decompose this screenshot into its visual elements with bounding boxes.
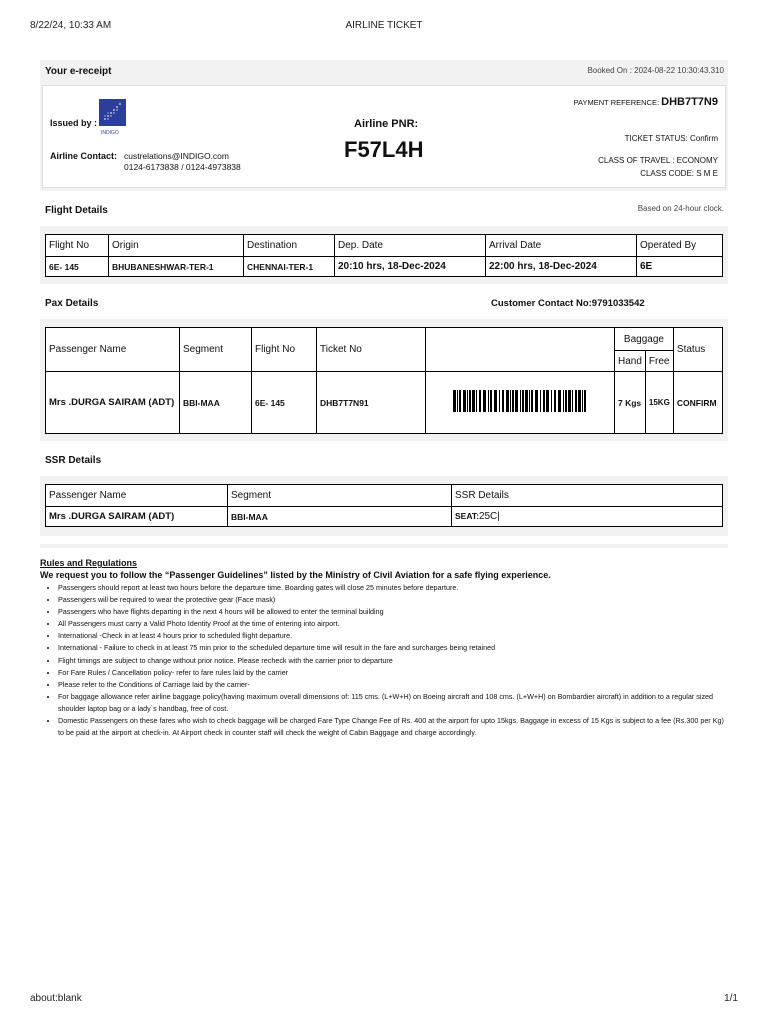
col-free: Free: [645, 351, 673, 372]
rule-item: • Flight timings are subject to change without prior notice. Please recheck with the carrier prior to departure: [58, 655, 730, 667]
col-segment: Segment: [228, 485, 452, 507]
receipt-title: Your e-receipt: [45, 66, 112, 77]
rule-item: • Please refer to the Conditions of Carriage laid by the carrier-: [58, 679, 730, 691]
print-url: about:blank: [30, 993, 82, 1004]
col-dep-date: Dep. Date: [335, 235, 486, 257]
col-status: Status: [673, 328, 722, 372]
class-of-travel: CLASS OF TRAVEL : ECONOMY: [598, 156, 718, 165]
origin-value: BHUBANESHWAR-TER-1: [109, 257, 244, 277]
ssr-name-value: Mrs .DURGA SAIRAM (ADT): [46, 507, 228, 527]
ticket-status: TICKET STATUS: Confirm: [624, 134, 718, 143]
indigo-logo-text: INDIGO: [101, 130, 119, 136]
flight-table: [45, 234, 723, 277]
payment-reference-value: DHB7T7N9: [661, 96, 718, 108]
rules-section: [40, 557, 730, 739]
contact-email: custrelations@INDIGO.com: [124, 151, 229, 161]
col-destination: Destination: [244, 235, 335, 257]
col-passenger-name: Passenger Name: [46, 328, 180, 372]
pax-table: [45, 327, 723, 434]
table-row: [46, 372, 723, 434]
text-cursor: |: [497, 511, 500, 522]
booked-on: Booked On : 2024-08-22 10:30:43.310: [587, 66, 724, 75]
operated-by-value: 6E: [637, 257, 723, 277]
col-baggage: Baggage: [615, 328, 674, 351]
ssr-details-title: SSR Details: [45, 455, 102, 466]
rule-item: • Passengers who have flights departing in the next 4 hours will be allowed to enter the terminal building: [58, 606, 730, 618]
rule-item: • Domestic Passengers on these fares who wish to check baggage will be charged Fare Type Change Fee of Rs. 400 at the airport for upto 15kgs. Baggage in excess of 15 Kgs is subject to a fee (Rs.300 per Kg) to be paid at the airport at check-in. At Airport check in counter staff will check the weight of Cabin Baggage and charge accordingly.: [58, 715, 730, 739]
rule-item: • International - Failure to check in at least 75 min prior to the scheduled departure time will result in the fare and surcharges being retained: [58, 642, 730, 654]
barcode-cell: [426, 372, 615, 434]
ssr-value: [452, 507, 723, 527]
col-segment: Segment: [180, 328, 252, 372]
flight-table-header: [46, 235, 723, 257]
ssr-table: [45, 484, 723, 527]
rule-item: • For Fare Rules / Cancellation policy- refer to fare rules laid by the carrier: [58, 667, 730, 679]
pnr-value: F57L4H: [344, 137, 424, 162]
barcode-header-cell: [426, 328, 615, 372]
ssr-table-header: [46, 485, 723, 507]
pax-name-value: Mrs .DURGA SAIRAM (ADT): [46, 372, 180, 434]
payment-reference-label: PAYMENT REFERENCE:: [573, 98, 660, 107]
pax-segment-value: BBI-MAA: [180, 372, 252, 434]
col-flight-no: Flight No: [252, 328, 317, 372]
pax-status-value: CONFIRM: [673, 372, 722, 434]
col-arrival-date: Arrival Date: [486, 235, 637, 257]
class-code: CLASS CODE: S M E: [640, 169, 718, 178]
col-ssr-details: SSR Details: [452, 485, 723, 507]
table-row: [46, 507, 723, 527]
dep-date-value: 20:10 hrs, 18-Dec-2024: [335, 257, 486, 277]
col-passenger-name: Passenger Name: [46, 485, 228, 507]
print-datetime: 8/22/24, 10:33 AM: [30, 20, 112, 31]
pax-free-value: 15KG: [645, 372, 673, 434]
contact-phone: 0124-6173838 / 0124-4973838: [124, 162, 241, 172]
col-origin: Origin: [109, 235, 244, 257]
print-page-number: 1/1: [724, 993, 738, 1004]
table-row: [46, 257, 723, 277]
customer-contact: Customer Contact No:9791033542: [491, 298, 645, 309]
ssr-prefix: SEAT:: [455, 511, 479, 521]
payment-reference: [574, 96, 718, 108]
rule-item: • International -Check in at least 4 hours prior to scheduled flight departure.: [58, 630, 730, 642]
col-hand: Hand: [615, 351, 646, 372]
pax-table-header: [46, 328, 723, 351]
indigo-logo-icon: [99, 99, 126, 126]
clock-note: Based on 24-hour clock.: [637, 204, 724, 213]
pax-hand-value: 7 Kgs: [615, 372, 646, 434]
rule-item: • Passengers will be required to wear the protective gear (Face mask): [58, 594, 730, 606]
pax-details-title: Pax Details: [45, 298, 99, 309]
barcode-icon: [453, 390, 587, 412]
divider: [40, 544, 728, 548]
pax-ticket-no-value: DHB7T7N91: [317, 372, 426, 434]
rules-title: Rules and Regulations: [40, 558, 138, 568]
print-title: AIRLINE TICKET: [345, 20, 423, 31]
destination-value: CHENNAI-TER-1: [244, 257, 335, 277]
rule-item: • All Passengers must carry a Valid Photo Identity Proof at the time of entering into airport.: [58, 618, 730, 630]
flight-details-title: Flight Details: [45, 205, 108, 216]
rule-item: • Passengers should report at least two hours before the departure time. Boarding gates will close 25 minutes before departure.: [58, 582, 730, 594]
issued-by-label: Issued by :: [50, 118, 98, 128]
airline-contact-label: Airline Contact:: [50, 151, 118, 161]
ssr-segment-value: BBI-MAA: [228, 507, 452, 527]
rules-list: [58, 582, 730, 739]
rules-intro: We request you to follow the “Passenger Guidelines” listed by the Ministry of Civil Aviation for a safe flying experience.: [40, 570, 551, 580]
seat-value: 25C: [478, 511, 498, 522]
flight-no-value: 6E- 145: [46, 257, 109, 277]
pax-flight-no-value: 6E- 145: [252, 372, 317, 434]
pnr-label: Airline PNR:: [354, 118, 419, 130]
col-flight-no: Flight No: [46, 235, 109, 257]
arrival-date-value: 22:00 hrs, 18-Dec-2024: [486, 257, 637, 277]
col-operated-by: Operated By: [637, 235, 723, 257]
col-ticket-no: Ticket No: [317, 328, 426, 372]
rule-item: • For baggage allowance refer airline baggage policy(having maximum overall dimensions of: 115 cms. (L+W+H) on Boeing aircraft and 108 cms. (L+W+H) on Bombardier aircraft) in addition to a regular sized shoulder laptop bag or a lady`s handbag, free of cost.: [58, 691, 730, 715]
